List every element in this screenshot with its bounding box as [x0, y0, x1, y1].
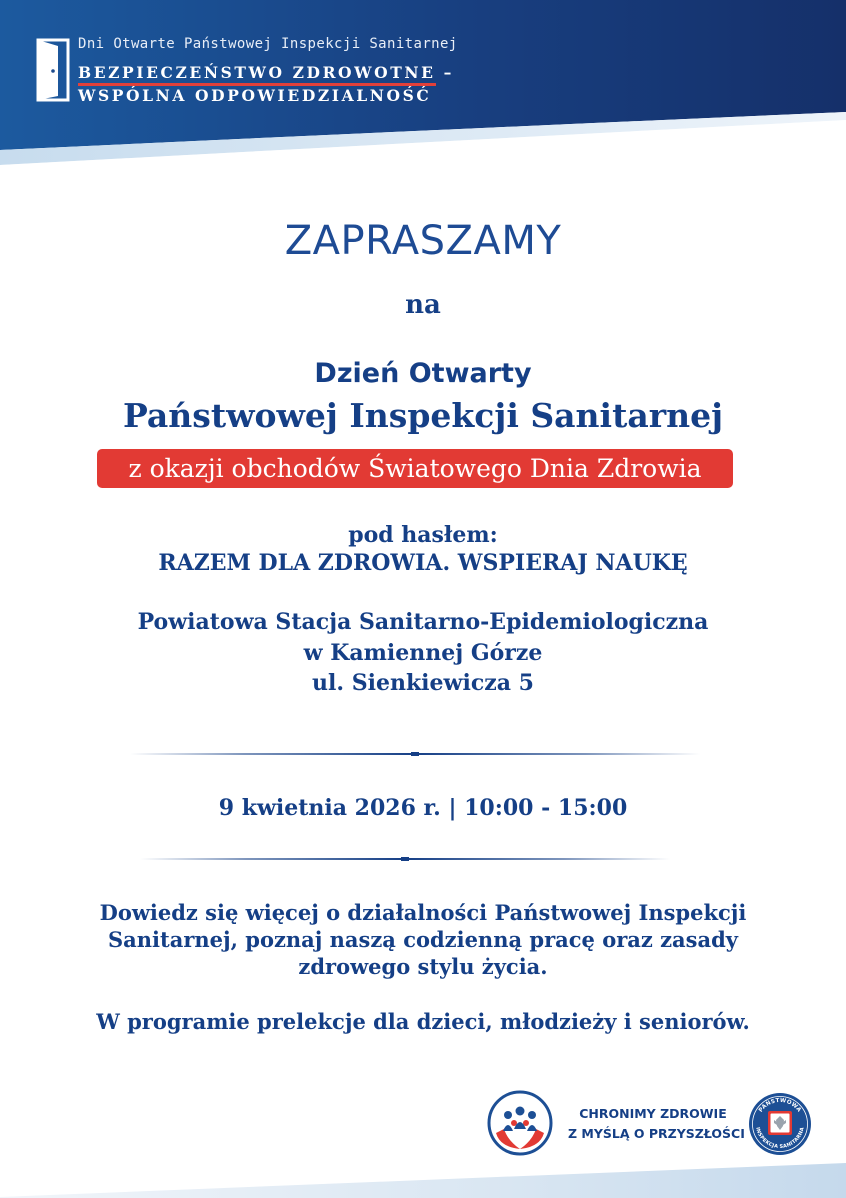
event-day-title: Dzień Otwarty	[314, 358, 532, 389]
divider-tick	[401, 857, 409, 861]
footer-slogan-line2: Z MYŚLĄ O PRZYSZŁOŚCI	[568, 1126, 745, 1141]
event-institution-title: Państwowej Inspekcji Sanitarnej	[122, 396, 724, 435]
door-icon	[36, 38, 70, 102]
header-slogan-underlined: BEZPIECZEŃSTWO ZDROWOTNE	[78, 63, 436, 86]
event-datetime: 9 kwietnia 2026 r. | 10:00 - 15:00	[218, 795, 628, 821]
description-line: Dowiedz się więcej o działalności Państwowej Inspekcji	[99, 900, 747, 925]
footer-slogan	[568, 1104, 745, 1144]
divider	[130, 753, 700, 755]
header-slogan-dash: –	[435, 63, 454, 82]
divider-tick	[411, 752, 419, 756]
address-line: w Kamiennej Górze	[303, 640, 543, 666]
footer-slogan-line1: CHRONIMY ZDROWIE	[579, 1106, 727, 1121]
divider	[140, 858, 670, 860]
address-line: Powiatowa Stacja Sanitarno-Epidemiologiczna	[137, 609, 709, 635]
program-text: W programie prelekcje dla dzieci, młodzieży i seniorów.	[96, 1009, 750, 1034]
emblem-bottom-text: INSPEKCJA SANITARNA	[754, 1126, 806, 1151]
occasion-banner: z okazji obchodów Światowego Dnia Zdrowia	[97, 449, 733, 488]
invite-na: na	[405, 290, 441, 320]
header-small-title: Dni Otwarte Państwowej Inspekcji Sanitarnej	[78, 36, 458, 52]
header-slogan-line2: WSPÓLNA ODPOWIEDZIALNOŚĆ	[78, 86, 432, 105]
header-slogan-line1	[78, 63, 454, 82]
invite-heading: ZAPRASZAMY	[284, 218, 562, 264]
event-slogan: RAZEM DLA ZDROWIA. WSPIERAJ NAUKĘ	[158, 550, 688, 576]
description-line: Sanitarnej, poznaj naszą codzienną pracę oraz zasady	[108, 927, 738, 952]
emblem-top-text: PAŃSTWOWA	[758, 1097, 802, 1114]
bottom-swoosh	[0, 1150, 846, 1198]
sanitary-inspection-emblem-icon	[748, 1092, 812, 1156]
slogan-label: pod hasłem:	[348, 522, 498, 548]
family-health-logo-icon	[486, 1089, 554, 1157]
address-line: ul. Sienkiewicza 5	[312, 670, 534, 696]
description-line: zdrowego stylu życia.	[298, 954, 548, 979]
